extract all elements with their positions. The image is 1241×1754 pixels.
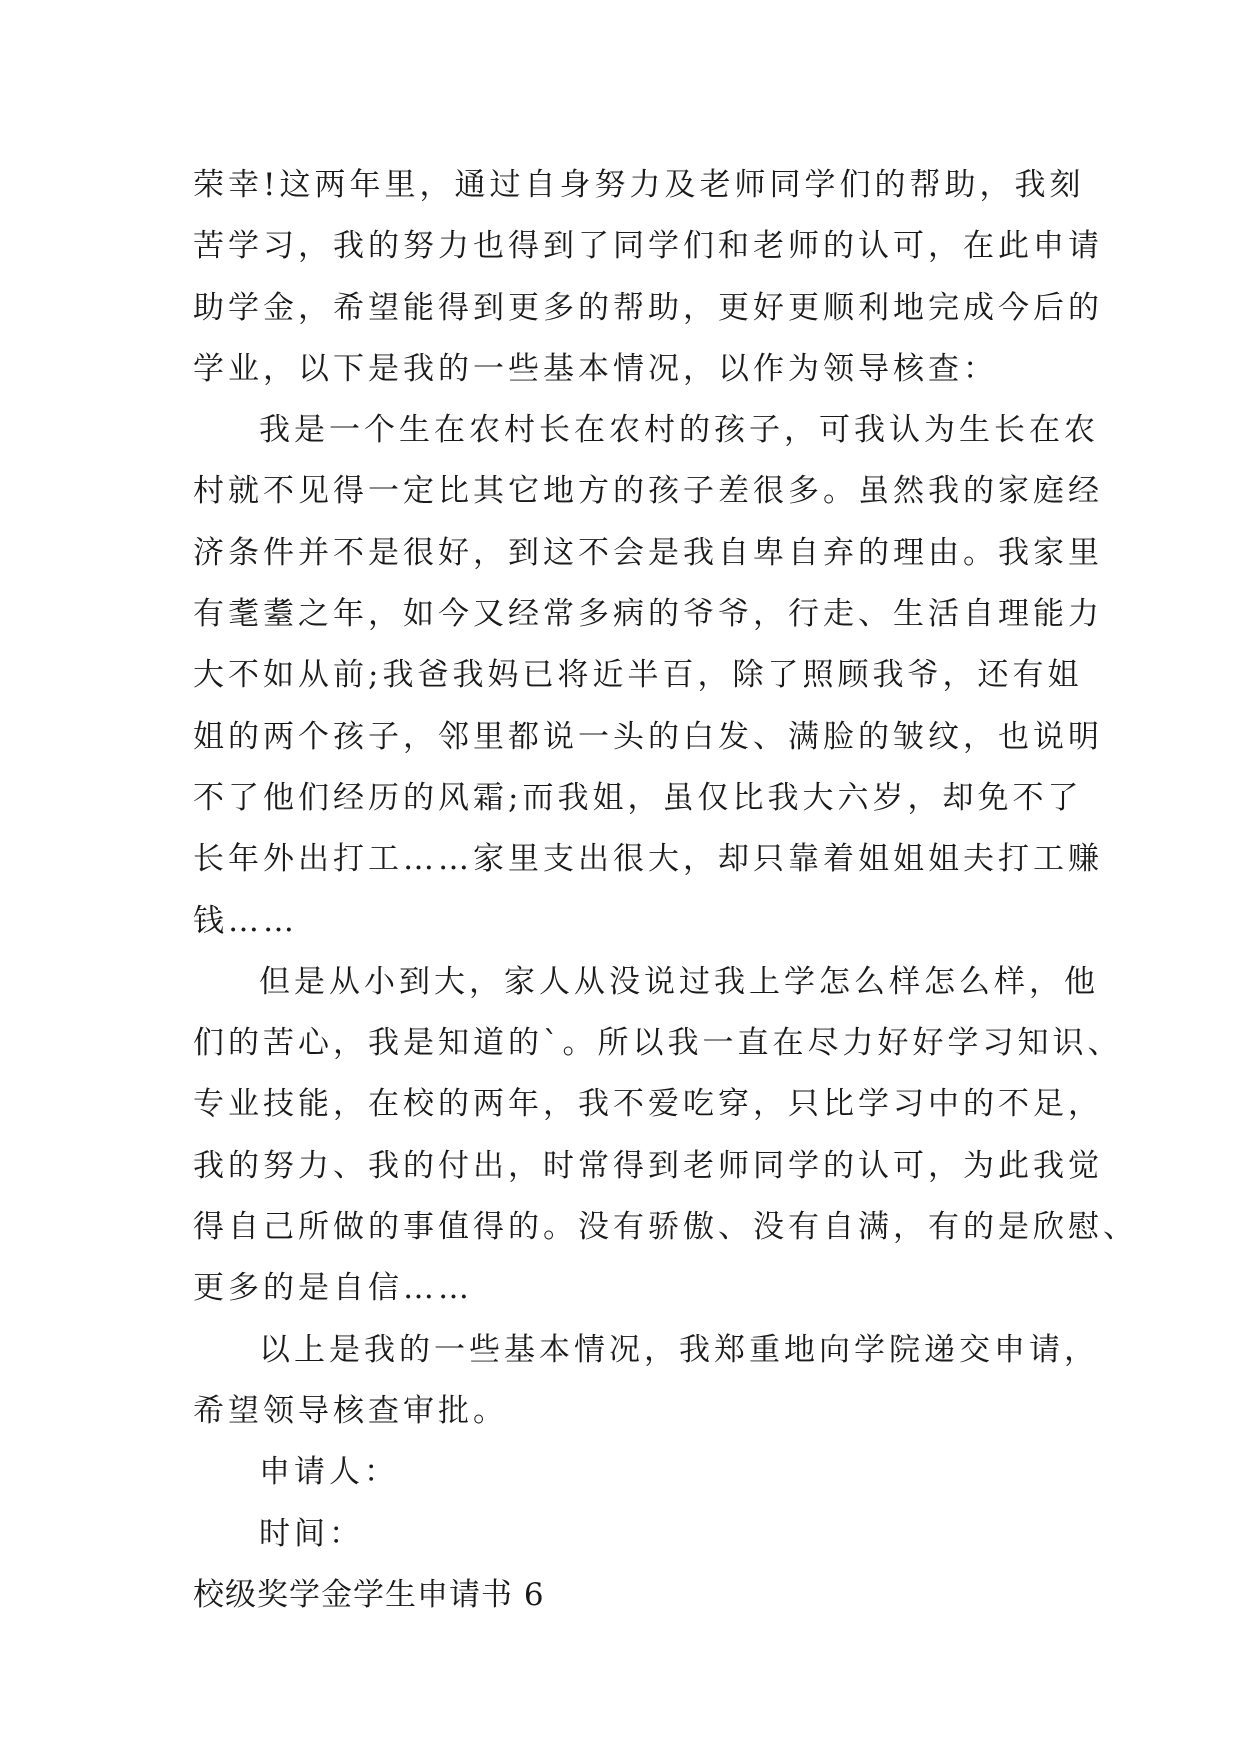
text-line: 更多的是自信……	[193, 1270, 473, 1307]
text-line: 们的苦心，我是知道的`。所以我一直在尽力好好学习知识、	[193, 1025, 1123, 1062]
text-line: 专业技能，在校的两年，我不爱吃穿，只比学习中的不足，	[193, 1086, 1103, 1123]
paragraph-start-line: 以上是我的一些基本情况，我郑重地向学院递交申请，	[259, 1331, 1099, 1368]
text-line: 钱……	[193, 902, 298, 939]
text-line: 苦学习，我的努力也得到了同学们和老师的认可，在此申请	[193, 228, 1103, 265]
section-heading: 校级奖学金学生申请书 6	[193, 1576, 545, 1613]
text-line: 得自己所做的事值得的。没有骄傲、没有自满，有的是欣慰、	[193, 1209, 1138, 1246]
date-label: 时间：	[259, 1515, 364, 1552]
text-line: 荣幸!这两年里，通过自身努力及老师同学们的帮助，我刻	[193, 167, 1085, 203]
text-line: 有耄耋之年，如今又经常多病的爷爷，行走、生活自理能力	[193, 596, 1103, 633]
text-line: 学业，以下是我的一些基本情况，以作为领导核查：	[193, 350, 998, 387]
text-line: 长年外出打工……家里支出很大，却只靠着姐姐姐夫打工赚	[193, 841, 1103, 878]
text-line: 不了他们经历的风霜;而我姐，虽仅比我大六岁，却免不了	[193, 779, 1083, 816]
text-line: 村就不见得一定比其它地方的孩子差很多。虽然我的家庭经	[193, 473, 1103, 510]
document-body	[193, 155, 1138, 1626]
paragraph-start-line: 我是一个生在农村长在农村的孩子，可我认为生长在农	[259, 412, 1099, 449]
text-line: 助学金，希望能得到更多的帮助，更好更顺利地完成今后的	[193, 289, 1103, 326]
text-line: 大不如从前;我爸我妈已将近半百，除了照顾我爷，还有姐	[193, 657, 1083, 694]
applicant-label: 申请人：	[259, 1454, 399, 1491]
text-line: 我的努力、我的付出，时常得到老师同学的认可，为此我觉	[193, 1147, 1103, 1184]
text-line: 济条件并不是很好，到这不会是我自卑自弃的理由。我家里	[193, 534, 1103, 571]
paragraph-start-line: 但是从小到大，家人从没说过我上学怎么样怎么样，他	[259, 963, 1099, 1000]
text-line: 希望领导核查审批。	[193, 1392, 508, 1429]
text-line: 姐的两个孩子，邻里都说一头的白发、满脸的皱纹，也说明	[193, 718, 1103, 755]
